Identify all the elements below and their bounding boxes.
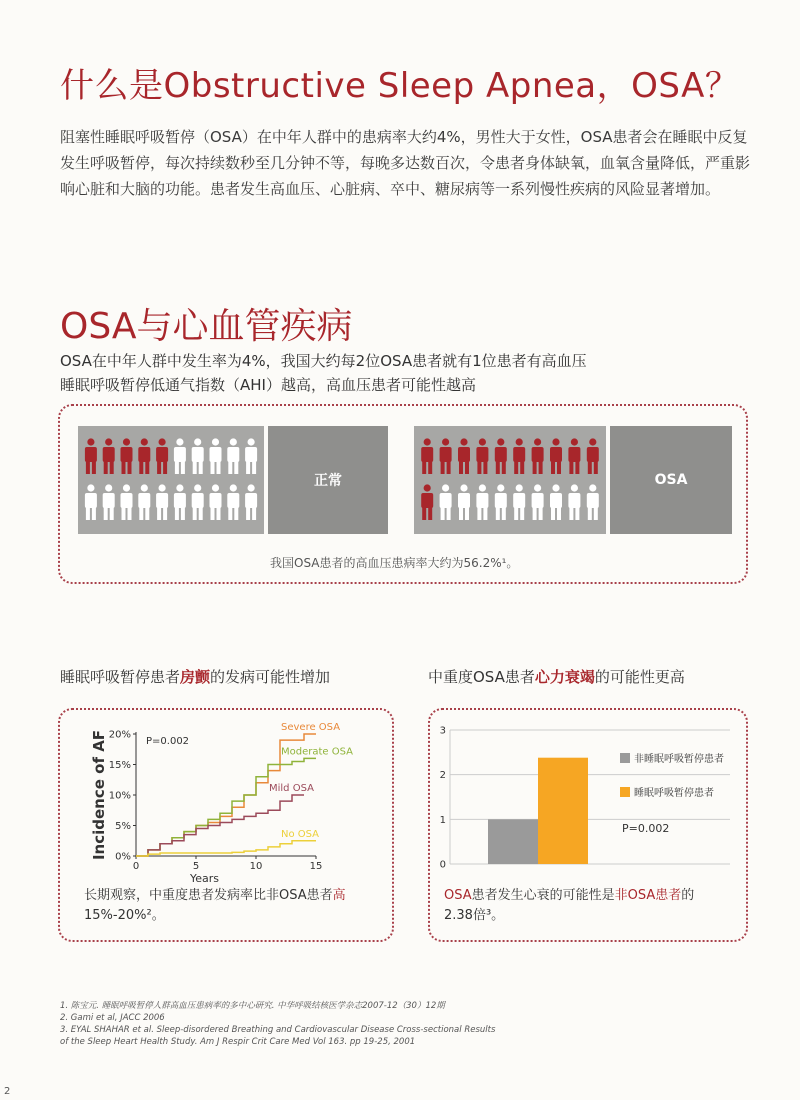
- hf-note-osa: OSA: [444, 888, 472, 903]
- person-icon: [440, 438, 452, 474]
- p-value-annotation: P=0.002: [622, 822, 670, 835]
- hf-note-of: 的: [681, 888, 695, 903]
- normal-people-panel: [78, 426, 264, 534]
- person-icon: [568, 484, 580, 520]
- hf-note-line2: 2.38倍³。: [444, 908, 505, 923]
- hf-bar-chart: [430, 712, 742, 884]
- y-tick-label: 5%: [115, 821, 131, 832]
- af-heading-pre: 睡眠呼吸暂停患者: [60, 668, 181, 686]
- x-axis-label: Years: [190, 872, 220, 884]
- legend-label: 睡眠呼吸暂停患者: [634, 788, 714, 799]
- af-heading: [60, 666, 330, 687]
- person-icon: [458, 484, 470, 520]
- af-heading-highlight: 房颤: [180, 668, 211, 686]
- series-label: Moderate OSA: [281, 746, 353, 758]
- hf-note-patients: 患者: [471, 888, 498, 903]
- y-tick-label: 3: [439, 725, 446, 737]
- af-note: [84, 886, 384, 926]
- y-tick-label: 10%: [108, 790, 131, 802]
- person-icon: [476, 438, 488, 474]
- person-icon: [192, 438, 204, 474]
- legend-label: 非睡眠呼吸暂停患者: [634, 754, 724, 765]
- af-note-line2: 15%-20%²。: [84, 908, 165, 923]
- intro-paragraph: 阻塞性睡眠呼吸暂停（OSA）在中年人群中的患病率大约4%，男性大于女性，OSA患者会在睡眠中反复发生呼吸暂停，每次持续数秒至几分钟不等，每晚多达数百次，令患者身体缺氧，血氧含量降低，严重影响心脏和大脑的功能。患者发生高血压、心脏病、卒中、糖尿病等一系列慢性疾病的风险显著增加。: [60, 128, 751, 198]
- person-icon: [245, 438, 257, 474]
- person-icon: [440, 484, 452, 520]
- person-icon: [550, 484, 562, 520]
- y-axis-label: Incidence of AF: [90, 729, 108, 861]
- person-icon: [192, 484, 204, 520]
- y-tick-label: 20%: [108, 729, 131, 741]
- person-icon: [587, 438, 599, 474]
- bar: [538, 758, 588, 864]
- af-note-pre: 长期观察，中重度患者发病率比非OSA患者: [84, 888, 333, 903]
- legend-swatch: [620, 753, 630, 763]
- hf-heading-highlight: 心力衰竭: [534, 668, 595, 686]
- osa-stat-line-1: OSA在中年人群中发生率为4%，我国大约每2位OSA患者就有1位患者有高血压: [60, 352, 587, 370]
- hf-heading: [428, 666, 685, 687]
- osa-people-panel: [414, 426, 606, 534]
- af-note-highlight: 高: [332, 888, 346, 903]
- y-tick-label: 0%: [115, 851, 131, 863]
- hypertension-caption: 我国OSA患者的高血压患病率大约为56.2%¹。: [270, 556, 519, 570]
- person-icon: [421, 484, 433, 520]
- series-label: Severe OSA: [281, 722, 341, 733]
- osa-stat-line-2: 睡眠呼吸暂停低通气指数（AHI）越高，高血压患者可能性越高: [60, 376, 476, 394]
- x-tick-label: 10: [249, 861, 263, 872]
- person-icon: [245, 484, 257, 520]
- person-icon: [495, 484, 507, 520]
- reference-3: 3. EYAL SHAHAR et al. Sleep-disordered Breathing and Cardiovascular Disease Cross-sectional Results: [60, 1025, 496, 1035]
- series-label: Mild OSA: [269, 783, 314, 794]
- reference-3-cont: of the Sleep Heart Health Study. Am J Respir Crit Care Med Vol 163. pp 19-25, 2001: [60, 1037, 416, 1047]
- y-tick-label: 2: [439, 770, 446, 782]
- people-grid: [414, 426, 606, 534]
- x-tick-label: 0: [132, 861, 140, 872]
- person-icon: [495, 438, 507, 474]
- reference-2: 2. Gami et al, JACC 2006: [60, 1013, 165, 1023]
- page-title: 什么是Obstructive Sleep Apnea，OSA？: [60, 66, 740, 106]
- person-icon: [138, 484, 150, 520]
- person-icon: [103, 438, 115, 474]
- page-number: 2: [4, 1086, 11, 1097]
- person-icon: [85, 438, 97, 474]
- p-value-annotation: P=0.002: [146, 736, 190, 747]
- person-icon: [138, 438, 150, 474]
- hf-heading-post: 的可能性更高: [594, 668, 685, 686]
- person-icon: [550, 438, 562, 474]
- person-icon: [156, 438, 168, 474]
- series-line: [136, 841, 316, 856]
- section-title-osa-cardio: OSA与心血管疾病: [60, 306, 353, 347]
- osa-label: OSA: [654, 472, 688, 488]
- x-tick-label: 5: [192, 861, 200, 872]
- y-tick-label: 1: [439, 814, 446, 826]
- person-icon: [532, 484, 544, 520]
- people-grid: [78, 426, 264, 534]
- osa-label-panel: [610, 426, 732, 534]
- y-tick-label: 0: [439, 859, 446, 871]
- normal-label: 正常: [314, 473, 342, 489]
- person-icon: [85, 484, 97, 520]
- legend-swatch: [620, 787, 630, 797]
- references: [60, 1000, 495, 1048]
- person-icon: [121, 438, 133, 474]
- x-tick-label: 15: [309, 861, 323, 872]
- af-heading-post: 的发病可能性增加: [210, 668, 331, 686]
- hf-heading-pre: 中重度OSA患者: [428, 668, 535, 686]
- person-icon: [210, 484, 222, 520]
- person-icon: [568, 438, 580, 474]
- person-icon: [227, 438, 239, 474]
- person-icon: [532, 438, 544, 474]
- person-icon: [227, 484, 239, 520]
- person-icon: [587, 484, 599, 520]
- normal-label-panel: [268, 426, 388, 534]
- person-icon: [421, 438, 433, 474]
- hf-note: [444, 886, 740, 926]
- hf-note-mid: 发生心衰的可能性是: [497, 888, 615, 903]
- person-icon: [156, 484, 168, 520]
- person-icon: [513, 438, 525, 474]
- person-icon: [174, 484, 186, 520]
- bar: [488, 819, 538, 864]
- reference-1: 1. 陈宝元. 睡眠呼吸暂停人群高血压患病率的多中心研究. 中华呼吸结核医学杂志2007-12（30）12期: [60, 1001, 445, 1011]
- person-icon: [513, 484, 525, 520]
- person-icon: [121, 484, 133, 520]
- person-icon: [174, 438, 186, 474]
- y-tick-label: 15%: [108, 760, 131, 771]
- person-icon: [458, 438, 470, 474]
- person-icon: [476, 484, 488, 520]
- person-icon: [210, 438, 222, 474]
- hf-note-non-osa: 非OSA患者: [614, 888, 682, 903]
- series-label: No OSA: [281, 828, 320, 840]
- af-line-chart: [60, 712, 390, 884]
- person-icon: [103, 484, 115, 520]
- series-line: [136, 758, 316, 856]
